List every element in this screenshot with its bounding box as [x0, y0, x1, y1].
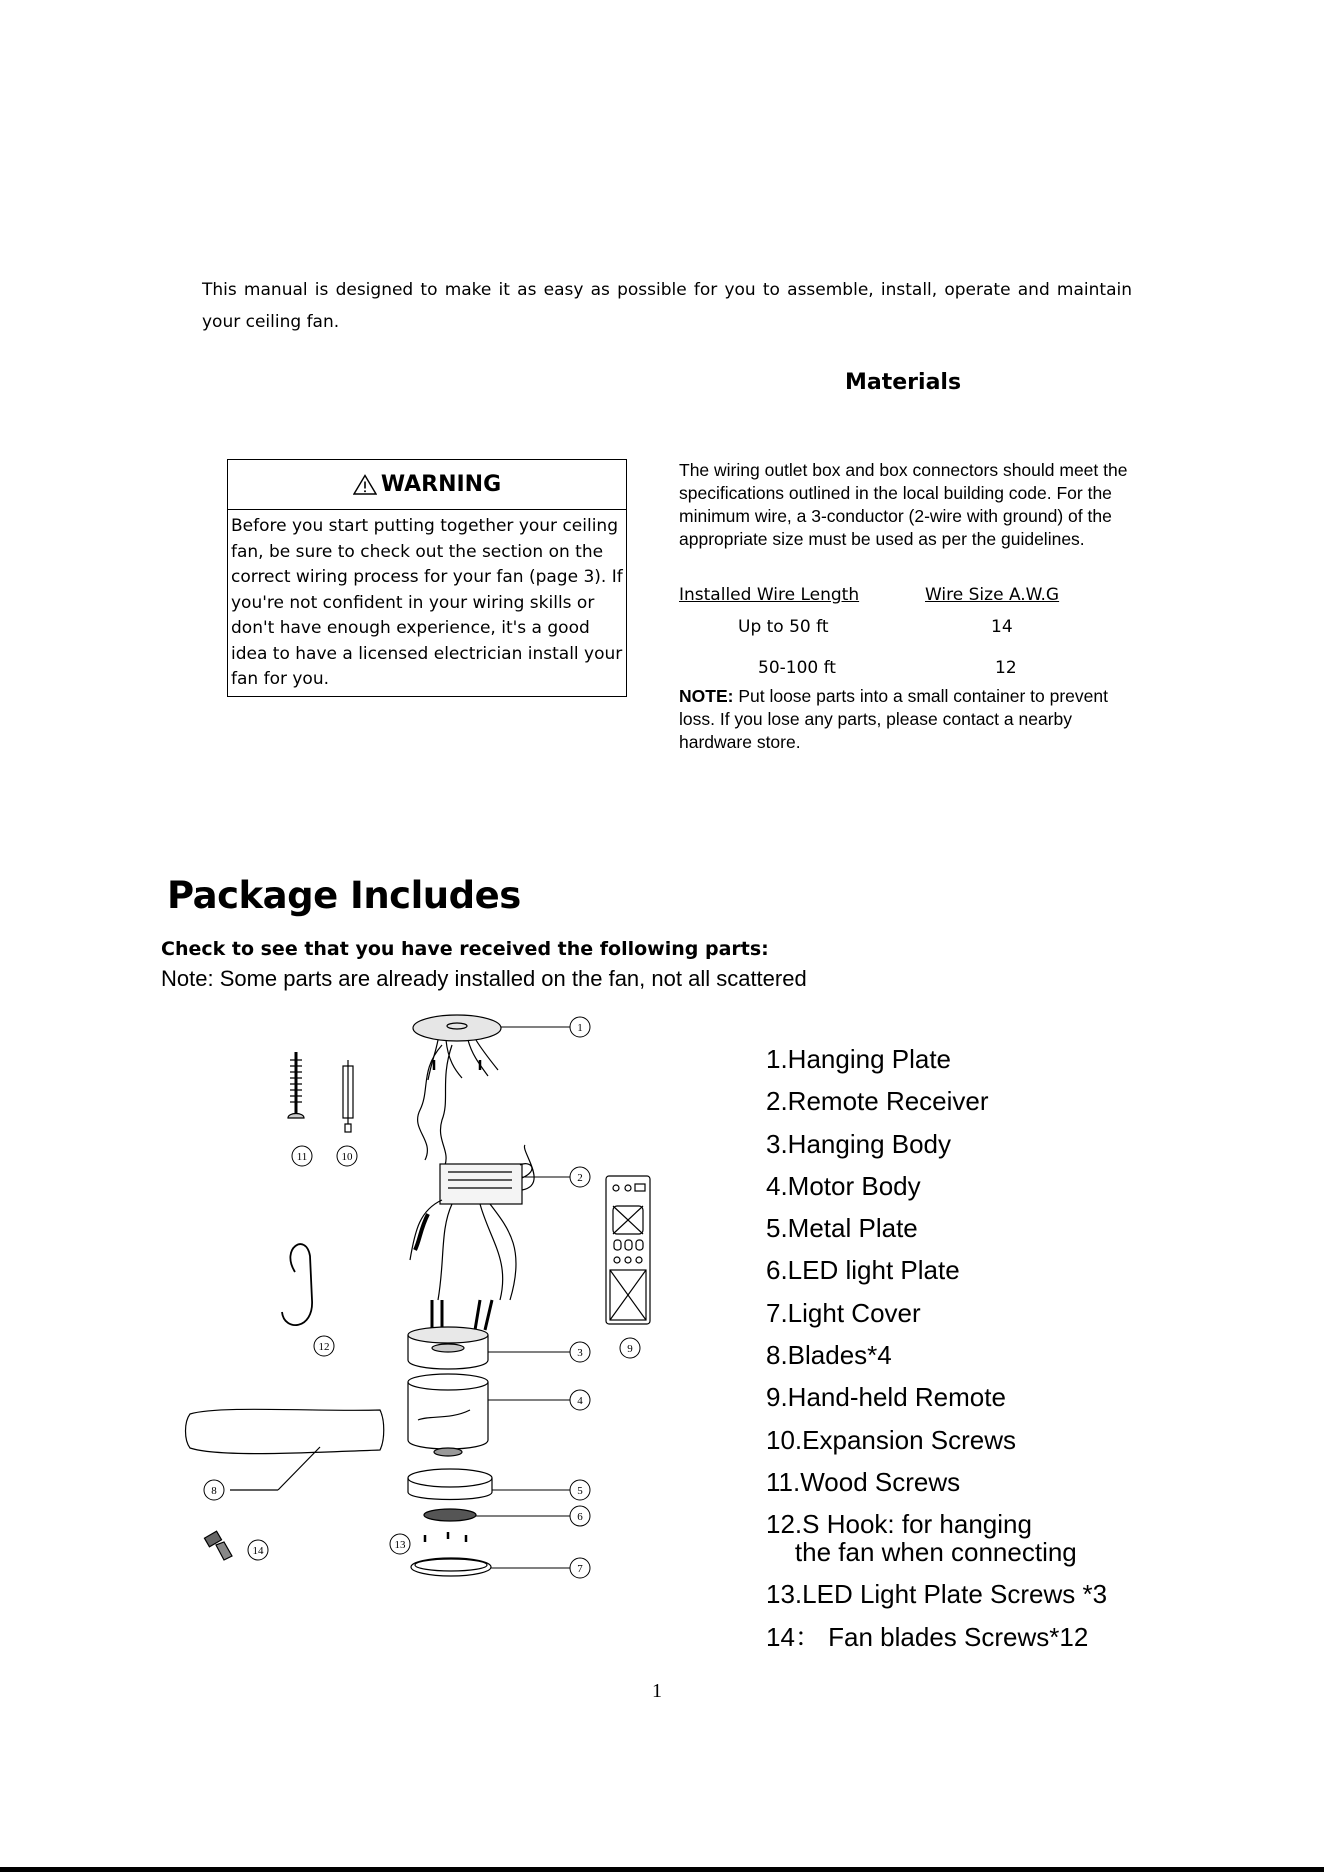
list-item: 4.Motor Body [766, 1170, 921, 1201]
exploded-parts-diagram [180, 1000, 680, 1600]
callout-11: 11 [296, 1151, 308, 1163]
callout-14: 14 [252, 1545, 264, 1557]
callout-7: 7 [577, 1563, 583, 1575]
expansion-screw-drawing [343, 1060, 353, 1132]
list-item: 7.Light Cover [766, 1297, 921, 1328]
list-item: 1.Hanging Plate [766, 1044, 952, 1074]
list-item: 2.Remote Receiver [766, 1086, 989, 1117]
warning-body: Before you start putting together your ceiling fan, be sure to check out the section on the correct wiring process for your fan (page 3). If you're not confident in your wiring skills or don't have enough experience, it's a good idea to have a licensed electrician install your fan for you. [231, 516, 623, 689]
callout-10: 10 [341, 1151, 353, 1163]
list-item: 8.Blades*4 [766, 1340, 892, 1371]
callout-3: 3 [577, 1347, 583, 1359]
warning-triangle-icon [353, 474, 377, 495]
callout-6: 6 [577, 1511, 583, 1523]
hanging-plate-drawing [413, 1015, 501, 1165]
wire-row-size-2: 12 [995, 658, 1017, 678]
metal-plate-drawing [408, 1469, 492, 1500]
package-check-text: Check to see that you have received the following parts: [161, 938, 769, 960]
warning-box [227, 459, 627, 697]
wire-length-header: Installed Wire Length [679, 585, 860, 605]
list-item: 14： Fan blades Screws*12 [766, 1621, 1089, 1652]
parts-list [766, 1038, 1107, 1658]
list-item: 10.Expansion Screws [766, 1424, 1017, 1455]
wire-row-length-1: Up to 50 ft [738, 617, 829, 637]
bottom-rule [0, 1867, 1324, 1872]
blade-drawing [186, 1409, 384, 1490]
list-item: 13.LED Light Plate Screws *3 [766, 1579, 1108, 1610]
remote-receiver-drawing [410, 1145, 534, 1330]
list-item: 6.LED light Plate [766, 1255, 960, 1286]
materials-note [679, 685, 1134, 754]
s-hook-drawing [282, 1244, 312, 1325]
callout-5: 5 [577, 1485, 583, 1497]
led-light-plate-drawing [424, 1509, 476, 1542]
motor-body-drawing [408, 1374, 488, 1456]
light-cover-drawing [411, 1558, 491, 1576]
list-item: 9.Hand-held Remote [766, 1382, 1006, 1413]
hand-held-remote-drawing [606, 1176, 650, 1324]
list-item: 3.Hanging Body [766, 1128, 952, 1159]
wood-screw-drawing [288, 1052, 304, 1118]
hanging-body-drawing [408, 1327, 488, 1369]
callout-8: 8 [211, 1485, 217, 1497]
wire-row-size-1: 14 [991, 617, 1013, 637]
callout-9: 9 [627, 1343, 633, 1355]
package-title: Package Includes [167, 874, 521, 917]
wire-size-header: Wire Size A.W.G [925, 585, 1060, 605]
warning-title: WARNING [380, 472, 502, 497]
note-text: Put loose parts into a small container to prevent loss. If you lose any parts, please contact a nearby hardware store. [679, 686, 1108, 752]
list-item: 11.Wood Screws [766, 1466, 961, 1497]
callout-2: 2 [577, 1172, 583, 1184]
materials-text: The wiring outlet box and box connectors should meet the specifications outlined in the local building code. For the minimum wire, a 3-conductor (2-wire with ground) of the appropriate size must be used as per the guidelines. [679, 460, 1128, 549]
warning-header [228, 460, 626, 510]
callout-4: 4 [577, 1395, 583, 1407]
page-number: 1 [652, 1680, 662, 1702]
intro-paragraph: This manual is designed to make it as easy as possible for you to assemble, install, operate and maintain your ceiling fan. [202, 280, 1132, 332]
list-item: 5.Metal Plate [766, 1213, 918, 1244]
callout-13: 13 [394, 1539, 406, 1551]
blade-screw-drawing [204, 1531, 232, 1560]
list-item: 12.S Hook: for hanging the fan when connecting [766, 1509, 1077, 1568]
callout-12: 12 [318, 1341, 330, 1353]
wire-row-length-2: 50-100 ft [758, 658, 836, 678]
materials-heading: Materials [845, 370, 962, 395]
note-label: NOTE: [679, 686, 734, 706]
package-note: Note: Some parts are already installed on the fan, not all scattered [161, 966, 807, 991]
callout-1: 1 [577, 1022, 583, 1034]
